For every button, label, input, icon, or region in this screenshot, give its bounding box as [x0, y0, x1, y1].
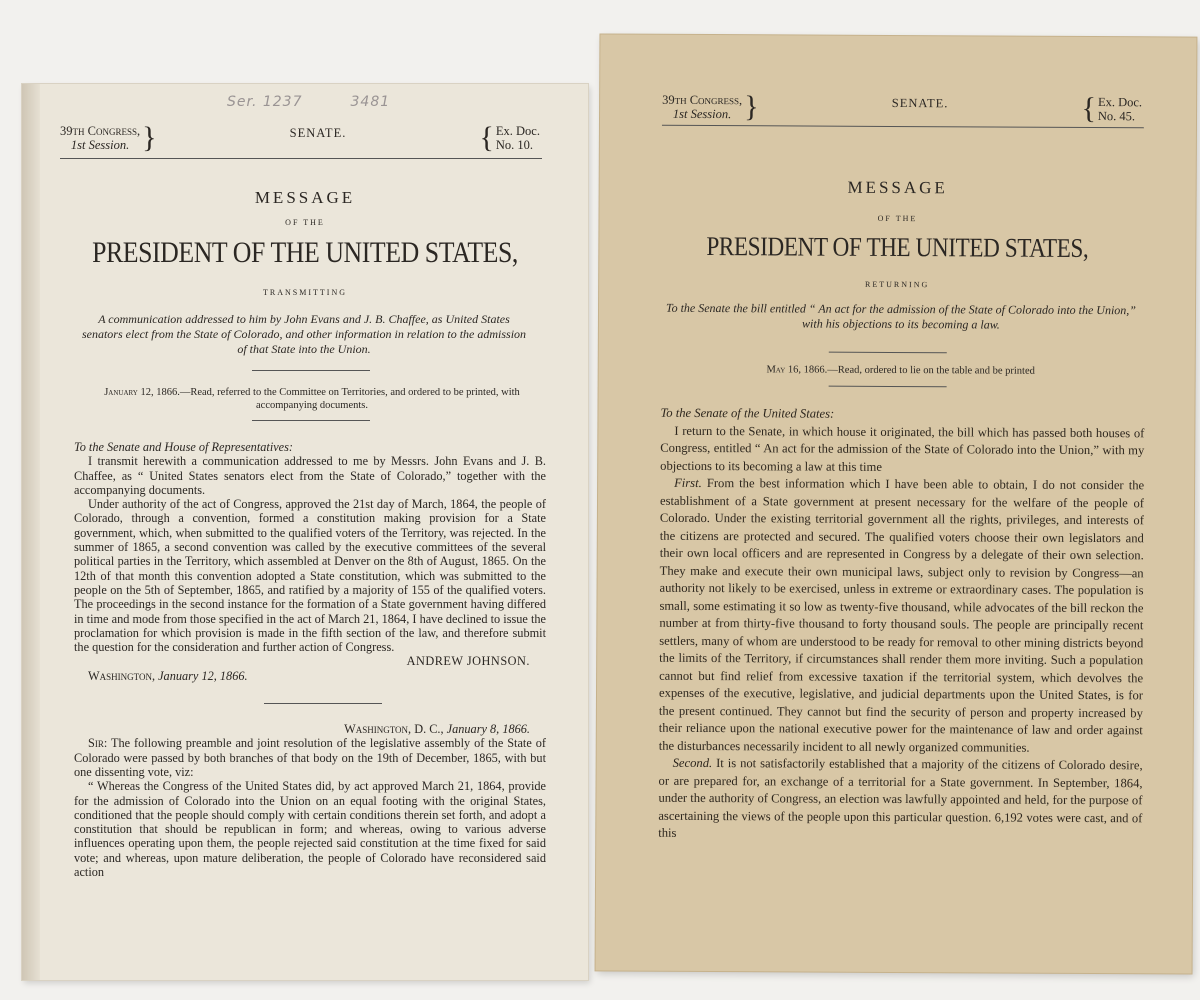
signature: ANDREW JOHNSON.	[406, 654, 530, 669]
letter-dateline: Washington, D. C., January 8, 1866.	[344, 722, 530, 737]
title-president: PRESIDENT OF THE UNITED STATES,	[92, 236, 518, 269]
congress-label: 39th Congress,	[60, 124, 141, 138]
title-message: MESSAGE	[847, 177, 948, 198]
congress-label: 39th Congress,	[662, 92, 743, 108]
title-of-the: OF THE	[877, 213, 918, 224]
title-president-wrap	[599, 230, 1195, 264]
date-rule	[252, 420, 370, 421]
doc-number-label: No. 10.	[495, 138, 534, 152]
title-rule	[252, 370, 370, 371]
right-body-text	[658, 405, 1144, 845]
paragraph: I transmit herewith a communication addressed to me by Messrs. John Evans and J. B. Chaffee, as “ United States senators elect from the State of Colorado,” together with the accompanying documents.	[74, 454, 546, 497]
title-action: RETURNING	[865, 279, 930, 290]
paragraph: I return to the Senate, in which house it originated, the bill which has passed both houses of Congress, entitled “ An act for the admission of the State of Colorado into the Union,” with my objections to its becoming a law at this time	[660, 423, 1145, 474]
chamber-label: SENATE.	[891, 95, 949, 111]
signing-place: Washington, January 12, 1866.	[88, 668, 248, 683]
left-doc-header: 39th Congress, 1st Session. } SENATE. { Ex. Doc. No. 10.	[60, 121, 540, 154]
date-line: May 16, 1866.—Read, ordered to lie on the table and be printed	[766, 364, 1035, 377]
doc-type-label: Ex. Doc.	[495, 124, 540, 138]
title-action: TRANSMITTING	[263, 288, 347, 297]
section-rule	[264, 703, 382, 704]
chamber-label: SENATE.	[289, 126, 347, 140]
session-label: 1st Session.	[672, 106, 732, 122]
doc-type-label: Ex. Doc.	[1097, 95, 1143, 110]
pencil-annotation: Ser. 1237 3481	[227, 94, 391, 110]
paragraph: Second. It is not satisfactorily established that a majority of the citizens of Colorado desire, or are prepared for, an exchange of a territorial for a State government. In September, 1864, under the authority of Congress, an election was lawfully appointed and held, for the purpose of ascertaining the views of the people upon this particular question. 6,192 votes were cast, and of this	[658, 755, 1143, 840]
paragraph: Under authority of the act of Congress, approved the 21st day of March, 1864, the people of Colorado, through a convention, formed a constitution making provision for a State government, which, when submitted to the qualified voters of the Territory, was rejected. In the summer of 1865, a second convention was called by the executive committees of the several political parties in the Territory, which assembled at Denver on the 8th of August, 1865. On the 12th of that month this convention adopted a State constitution, which was submitted to the people on the 5th of September, 1865, and ratified by a majority of 155 of the qualified voters. The proceedings in the second instance for the formation of a State government having differed in time and mode from those specified in the act of March 21, 1864, I have declined to issue the proclamation for which provision is made in the fifth section of the law, and therefore submit the question for the consideration and further action of Congress.	[74, 497, 546, 655]
salutation: To the Senate of the United States:	[660, 405, 835, 421]
document-subject: A communication addressed to him by John Evans and J. B. Chaffee, as United States senators elect from the State of Colorado, and other information in relation to the admission of that State into the Union.	[81, 312, 527, 356]
doc-number-label: No. 45.	[1097, 109, 1136, 124]
header-rule	[662, 125, 1144, 129]
title-rule	[829, 352, 947, 354]
title-message: MESSAGE	[254, 188, 356, 207]
title-of-the: OF THE	[285, 218, 325, 227]
right-document-page	[596, 34, 1197, 973]
salutation: To the Senate and House of Representatives:	[74, 440, 294, 454]
date-rule	[829, 386, 947, 388]
header-rule	[60, 158, 542, 159]
left-document-page	[22, 84, 588, 980]
title-president: PRESIDENT OF THE UNITED STATES,	[706, 231, 1089, 264]
letter-paragraph: “ Whereas the Congress of the United States did, by act approved March 21, 1864, provide for the admission of Colorado into the Union on an equal footing with the original States, conditioned that the people should comply with certain conditions therein set forth, and adopt a constitution that should be republican in form; and whereas, owing to various adverse influences operating upon them, the people rejected said constitution at the time fixed for said vote; and whereas, upon mature deliberation, the people of Colorado have reconsidered said action	[74, 779, 546, 880]
date-line: January 12, 1866.—Read, referred to the Committee on Territories, and ordered to be printed, with accompanying documents.	[104, 387, 520, 411]
document-subject: To the Senate the bill entitled “ An act for the admission of the State of Colorado into the Union,” with his objections to its becoming a law.	[665, 300, 1137, 332]
letter-paragraph: Sir: The following preamble and joint resolution of the legislative assembly of the State of Colorado were passed by both branches of that body on the 19th of December, 1865, with but one dissenting vote, viz:	[74, 736, 546, 779]
paragraph: First. From the best information which I have been able to obtain, I do not consider the establishment of a State government at present necessary for the welfare of the people of Colorado. Under the existing territorial government all the rights, privileges, and interests of the citizens are protected and secured. The qualified voters choose their own legislators and their own local officers and are represented in Congress by a delegate of their own selection. They make and execute their own municipal laws, subject only to revision by Congress—an authority not likely to be exercised, unless in extreme or extraordinary cases. The population is small, some estimating it so low as twenty-five thousand, while advocates of the bill reckon the number at from thirty-five thousand to forty thousand souls. The people are principally recent settlers, many of whom are understood to be ready for removal to other mining districts beyond the limits of the Territory, if circumstances shall render them more inviting. Such a population cannot but find relief from excessive taxation if the territorial system, which devolves the expenses of the executive, legislative, and judicial departments upon the United States, is for the present continued. They cannot but find the security of person and property increased by their reliance upon the national executive power for the maintenance of law and order against the disturbances necessarily incident to all newly organized communities.	[658, 475, 1145, 755]
session-label: 1st Session.	[70, 138, 130, 152]
left-body-text	[74, 440, 546, 879]
right-doc-header: 39th Congress, 1st Session. } SENATE. { Ex. Doc. No. 45.	[662, 90, 1143, 126]
title-president-wrap	[22, 236, 588, 270]
